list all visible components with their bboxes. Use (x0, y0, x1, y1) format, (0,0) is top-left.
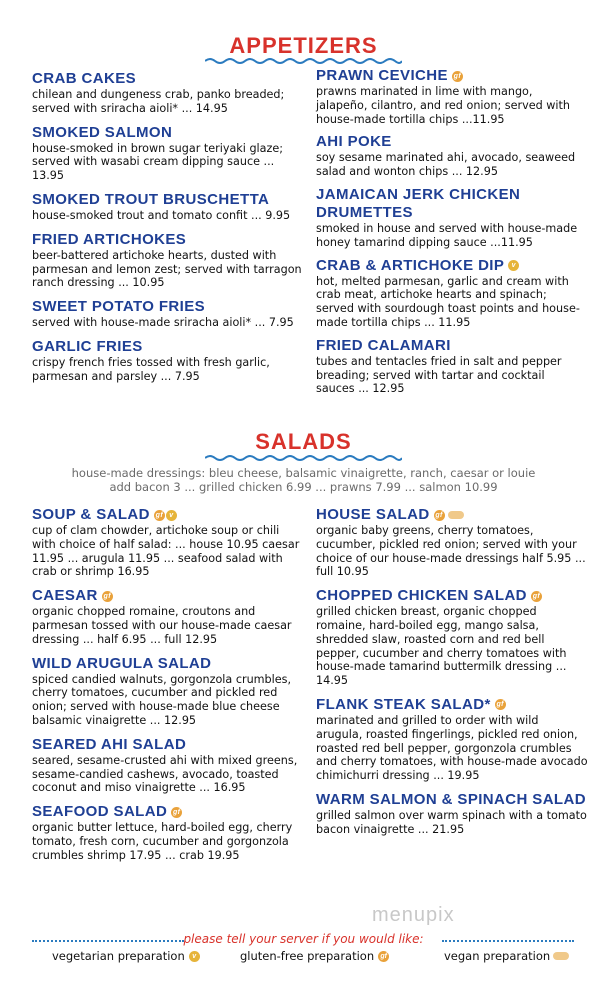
item-name: WARM SALMON & SPINACH SALAD (316, 790, 586, 808)
item-description: served with house-made sriracha aioli* ... 7.95 (32, 316, 294, 330)
vegetarian-icon: v (189, 951, 200, 962)
gluten-free-icon: gf (378, 951, 389, 962)
appetizers-right-column (316, 67, 586, 396)
gluten-free-icon: gf (155, 511, 164, 519)
item-name: PRAWN CEVICHE (316, 67, 448, 84)
menu-item-jamaican-jerk-chicken-drumettes (316, 186, 586, 250)
legend-gluten-free (240, 949, 389, 963)
item-description: chilean and dungeness crab, panko breaded; served with sriracha aioli* ... 14.95 (32, 88, 285, 115)
menu-item-house-salad (316, 506, 588, 579)
menu-item-soup-and-salad (32, 506, 304, 579)
appetizers-left-column (32, 70, 304, 384)
gluten-free-icon: gf (453, 72, 462, 80)
vegan-icon (448, 511, 464, 519)
menu-item-fried-artichokes (32, 231, 304, 290)
item-name: SEARED AHI SALAD (32, 735, 187, 753)
salads-title: SALADS (255, 429, 352, 454)
menu-item-wild-arugula-salad (32, 655, 304, 728)
gluten-free-icon: gf (103, 592, 111, 600)
menu-item-chopped-chicken-salad (316, 587, 588, 688)
item-name: SWEET POTATO FRIES (32, 298, 206, 316)
menu-item-fried-calamari (316, 337, 586, 396)
legend-vegetarian (52, 949, 200, 963)
item-name: SMOKED TROUT BRUSCHETTA (32, 190, 270, 208)
item-description: seared, sesame-crusted ahi with mixed greens, sesame-candied cashews, avocado, toasted coconut and miso vinaigrette ... 16.95 (32, 753, 298, 795)
item-description: organic baby greens, cherry tomatoes, cucumber, pickled red onion; served with your choice of our house-made dressings half 5.95 ... full 10.95 (316, 524, 586, 579)
item-description: house-smoked trout and tomato confit ... 9.95 (32, 208, 291, 222)
item-description: prawns marinated in lime with mango, jalapeño, cilantro, and red onion; served with house-made tortilla chips ...11.95 (316, 85, 570, 126)
item-description: crispy french fries tossed with fresh garlic, parmesan and parsley ... 7.95 (32, 355, 270, 383)
menu-item-crab-cakes (32, 70, 304, 116)
gluten-free-icon: gf (496, 701, 504, 709)
item-name: GARLIC FRIES (32, 337, 143, 355)
wave-divider-icon (205, 57, 402, 65)
item-description: soy sesame marinated ahi, avocado, seaweed salad and wonton chips ... 12.95 (316, 151, 576, 179)
menu-item-caesar (32, 587, 304, 646)
item-description: beer-battered artichoke hearts, dusted with parmesan and lemon zest; served with tarragon ranch dressing ... 10.95 (32, 248, 302, 290)
item-description: organic butter lettuce, hard-boiled egg, cherry tomato, fresh corn, cucumber and gorgonzola crumbles shrimp 17.95 ... crab 19.95 (32, 821, 293, 862)
gluten-free-icon: gf (435, 511, 443, 519)
item-description: tubes and tentacles fried in salt and pepper breading; served with tartar and cocktail sauces ... 12.95 (316, 354, 562, 396)
item-name: CRAB & ARTICHOKE DIP (316, 256, 505, 274)
item-name: FRIED ARTICHOKES (32, 230, 187, 248)
menu-item-smoked-trout-bruschetta (32, 191, 304, 223)
item-name: FRIED CALAMARI (316, 336, 451, 354)
legend-label: vegetarian preparation (52, 949, 185, 963)
item-description: smoked in house and served with house-made honey tamarind dipping sauce ...11.95 (316, 221, 578, 249)
vegetarian-icon: v (166, 510, 177, 521)
menu-item-garlic-fries (32, 338, 304, 384)
appetizers-title: APPETIZERS (229, 33, 378, 58)
item-name: CRAB CAKES (32, 70, 137, 87)
legend-vegan (444, 949, 569, 963)
dressings-line: house-made dressings: bleu cheese, balsamic vinaigrette, ranch, caesar or louie (71, 466, 536, 480)
item-name: CHOPPED CHICKEN SALAD (316, 587, 527, 605)
item-description: grilled chicken breast, organic chopped romaine, hard-boiled egg, mango salsa, shredded slaw, roasted corn and red bell pepper, cucumber and cherry tomatoes with house-made tamarind buttermilk dressing ... 14.95 (316, 605, 567, 688)
item-description: spiced candied walnuts, gorgonzola crumbles, cherry tomatoes, cucumber and pickled red onion; served with house-made blue cheese balsamic vinaigrette ... 12.95 (32, 672, 292, 727)
item-name: AHI POKE (316, 133, 392, 151)
item-name: WILD ARUGULA SALAD (32, 654, 212, 672)
item-description: house-smoked in brown sugar teriyaki glaze; served with wasabi cream dipping sauce ... 13.95 (32, 141, 284, 183)
vegetarian-icon: v (508, 260, 519, 271)
item-description: hot, melted parmesan, garlic and cream with crab meat, artichoke hearts and spinach; served with sourdough toast points and house-made tortilla chips ... 11.95 (316, 274, 580, 329)
menu-item-flank-steak-salad (316, 696, 588, 783)
wave-divider-icon (205, 454, 402, 462)
menupix-watermark: menupix (372, 904, 455, 926)
item-description: grilled salmon over warm spinach with a tomato bacon vinaigrette ... 21.95 (316, 808, 587, 836)
dietary-note: please tell your server if you would like: (183, 932, 424, 946)
menu-item-seafood-salad (32, 803, 304, 862)
item-name: SEAFOOD SALAD (32, 803, 168, 821)
menu-item-prawn-ceviche (316, 67, 586, 126)
menu-item-smoked-salmon (32, 124, 304, 183)
item-name: SOUP & SALAD (32, 506, 150, 523)
menu-item-ahi-poke (316, 133, 586, 179)
legend-label: vegan preparation (444, 949, 551, 963)
item-name: FLANK STEAK SALAD* (316, 695, 491, 713)
gluten-free-icon: gf (532, 592, 541, 600)
menu-item-crab-artichoke-dip (316, 257, 586, 330)
menu-item-sweet-potato-fries (32, 298, 304, 330)
item-name: HOUSE SALAD (316, 506, 430, 523)
item-description: organic chopped romaine, croutons and parmesan tossed with our house-made caesar dressing ... half 6.95 ... full 12.95 (32, 605, 292, 646)
legend-label: gluten-free preparation (240, 949, 375, 963)
item-name: JAMAICAN JERK CHICKEN DRUMETTES (316, 185, 521, 221)
item-description: marinated and grilled to order with wild arugula, roasted fingerlings, pickled red onion, roasted red bell pepper, gorgonzola crumbles and cherry tomatoes, with house-made avocado chimichurri dressing ... 19.95 (316, 713, 588, 783)
menu-item-seared-ahi-salad (32, 736, 304, 795)
item-name: CAESAR (32, 587, 98, 605)
add-ons-line: add bacon 3 ... grilled chicken 6.99 ... prawns 7.99 ... salmon 10.99 (109, 480, 498, 494)
item-description: cup of clam chowder, artichoke soup or chili with choice of half salad: ... house 10.95 caesar 11.95 ... arugula 11.95 ... seafood salad with crab or shrimp 16.95 (32, 524, 300, 579)
vegan-icon (553, 952, 569, 960)
salads-left-column (32, 506, 304, 863)
item-name: SMOKED SALMON (32, 123, 173, 141)
salads-right-column (316, 506, 588, 837)
gluten-free-icon: gf (173, 808, 181, 816)
menu-item-warm-salmon-spinach-salad (316, 791, 588, 837)
